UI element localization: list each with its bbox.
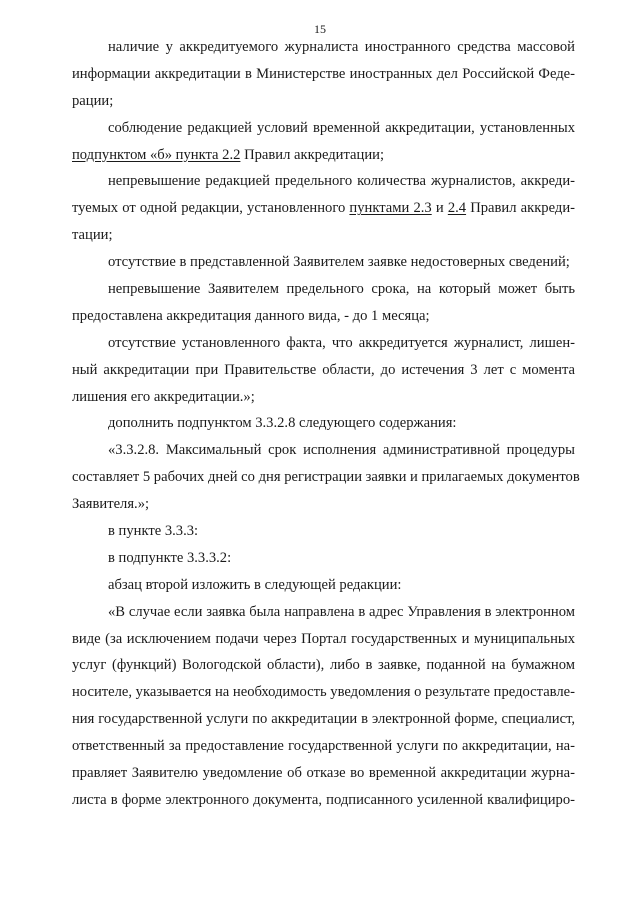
paragraph-line: дополнить подпунктом 3.3.2.8 следующего содержания:	[108, 415, 457, 432]
paragraph-line	[72, 195, 575, 222]
paragraph-line: непревышение Заявителем предельного срока, на который может быть	[108, 281, 575, 298]
paragraph-line: непревышение редакцией предельного количества журналистов, аккреди-	[108, 173, 575, 190]
rule-reference-link[interactable]: пунктами 2.3	[349, 200, 432, 217]
paragraph-line	[72, 142, 575, 169]
paragraph-line: составляет 5 рабочих дней со дня регистрации заявки и прилагаемых документов	[72, 469, 580, 486]
paragraph-line: услуг (функций) Вологодской области), либо в заявке, поданной на бумажном	[72, 657, 575, 674]
paragraph-line: в подпункте 3.3.3.2:	[108, 549, 232, 566]
paragraph-line: абзац второй изложить в следующей редакции:	[108, 576, 402, 593]
paragraph-line: тации;	[72, 227, 113, 244]
paragraph-line: листа в форме электронного документа, подписанного усиленной квалифициро-	[72, 791, 575, 808]
paragraph-line: отсутствие установленного факта, что аккредитуется журналист, лишен-	[108, 334, 575, 351]
paragraph-line: «3.3.2.8. Максимальный срок исполнения административной процедуры	[108, 442, 575, 459]
paragraph-line: информации аккредитации в Министерстве иностранных дел Российской Феде-	[72, 65, 575, 82]
rule-reference-link[interactable]: 2.4	[447, 200, 467, 217]
paragraph-line: отсутствие в представленной Заявителем заявке недостоверных сведений;	[108, 254, 570, 271]
paragraph-line: Заявителя.»;	[72, 496, 150, 513]
paragraph-line: в пункте 3.3.3:	[108, 523, 199, 540]
paragraph-line: рации;	[72, 92, 114, 109]
page-number: 15	[314, 22, 326, 36]
paragraph-line: виде (за исключением подачи через Портал государственных и муниципальных	[72, 630, 575, 647]
paragraph-line: соблюдение редакцией условий временной аккредитации, установленных	[108, 119, 575, 136]
paragraph-line: лишения его аккредитации.»;	[72, 388, 255, 405]
paragraph-text: и	[431, 200, 448, 217]
paragraph-line: ответственный за предоставление государственной услуги по аккредитации, на-	[72, 738, 575, 755]
paragraph-line: носителе, указывается на необходимость уведомления о результате предоставле-	[72, 684, 575, 701]
paragraph-text: Правил аккредитации;	[240, 146, 385, 163]
paragraph-text: туемых от одной редакции, установленного	[72, 200, 350, 217]
paragraph-line: «В случае если заявка была направлена в адрес Управления в электронном	[108, 603, 575, 620]
rule-reference-link[interactable]: подпунктом «б» пункта 2.2	[72, 146, 241, 163]
paragraph-line: правляет Заявителю уведомление об отказе во временной аккредитации журна-	[72, 765, 575, 782]
paragraph-line: предоставлена аккредитация данного вида, - до 1 месяца;	[72, 307, 430, 324]
paragraph-text: Правил аккреди-	[466, 200, 575, 217]
document-body	[72, 34, 580, 814]
paragraph-line: ния государственной услуги по аккредитации в электронной форме, специалист,	[72, 711, 575, 728]
paragraph-line: ный аккредитации при Правительстве области, до истечения 3 лет с момента	[72, 361, 575, 378]
paragraph-line: наличие у аккредитуемого журналиста иностранного средства массовой	[108, 39, 575, 55]
